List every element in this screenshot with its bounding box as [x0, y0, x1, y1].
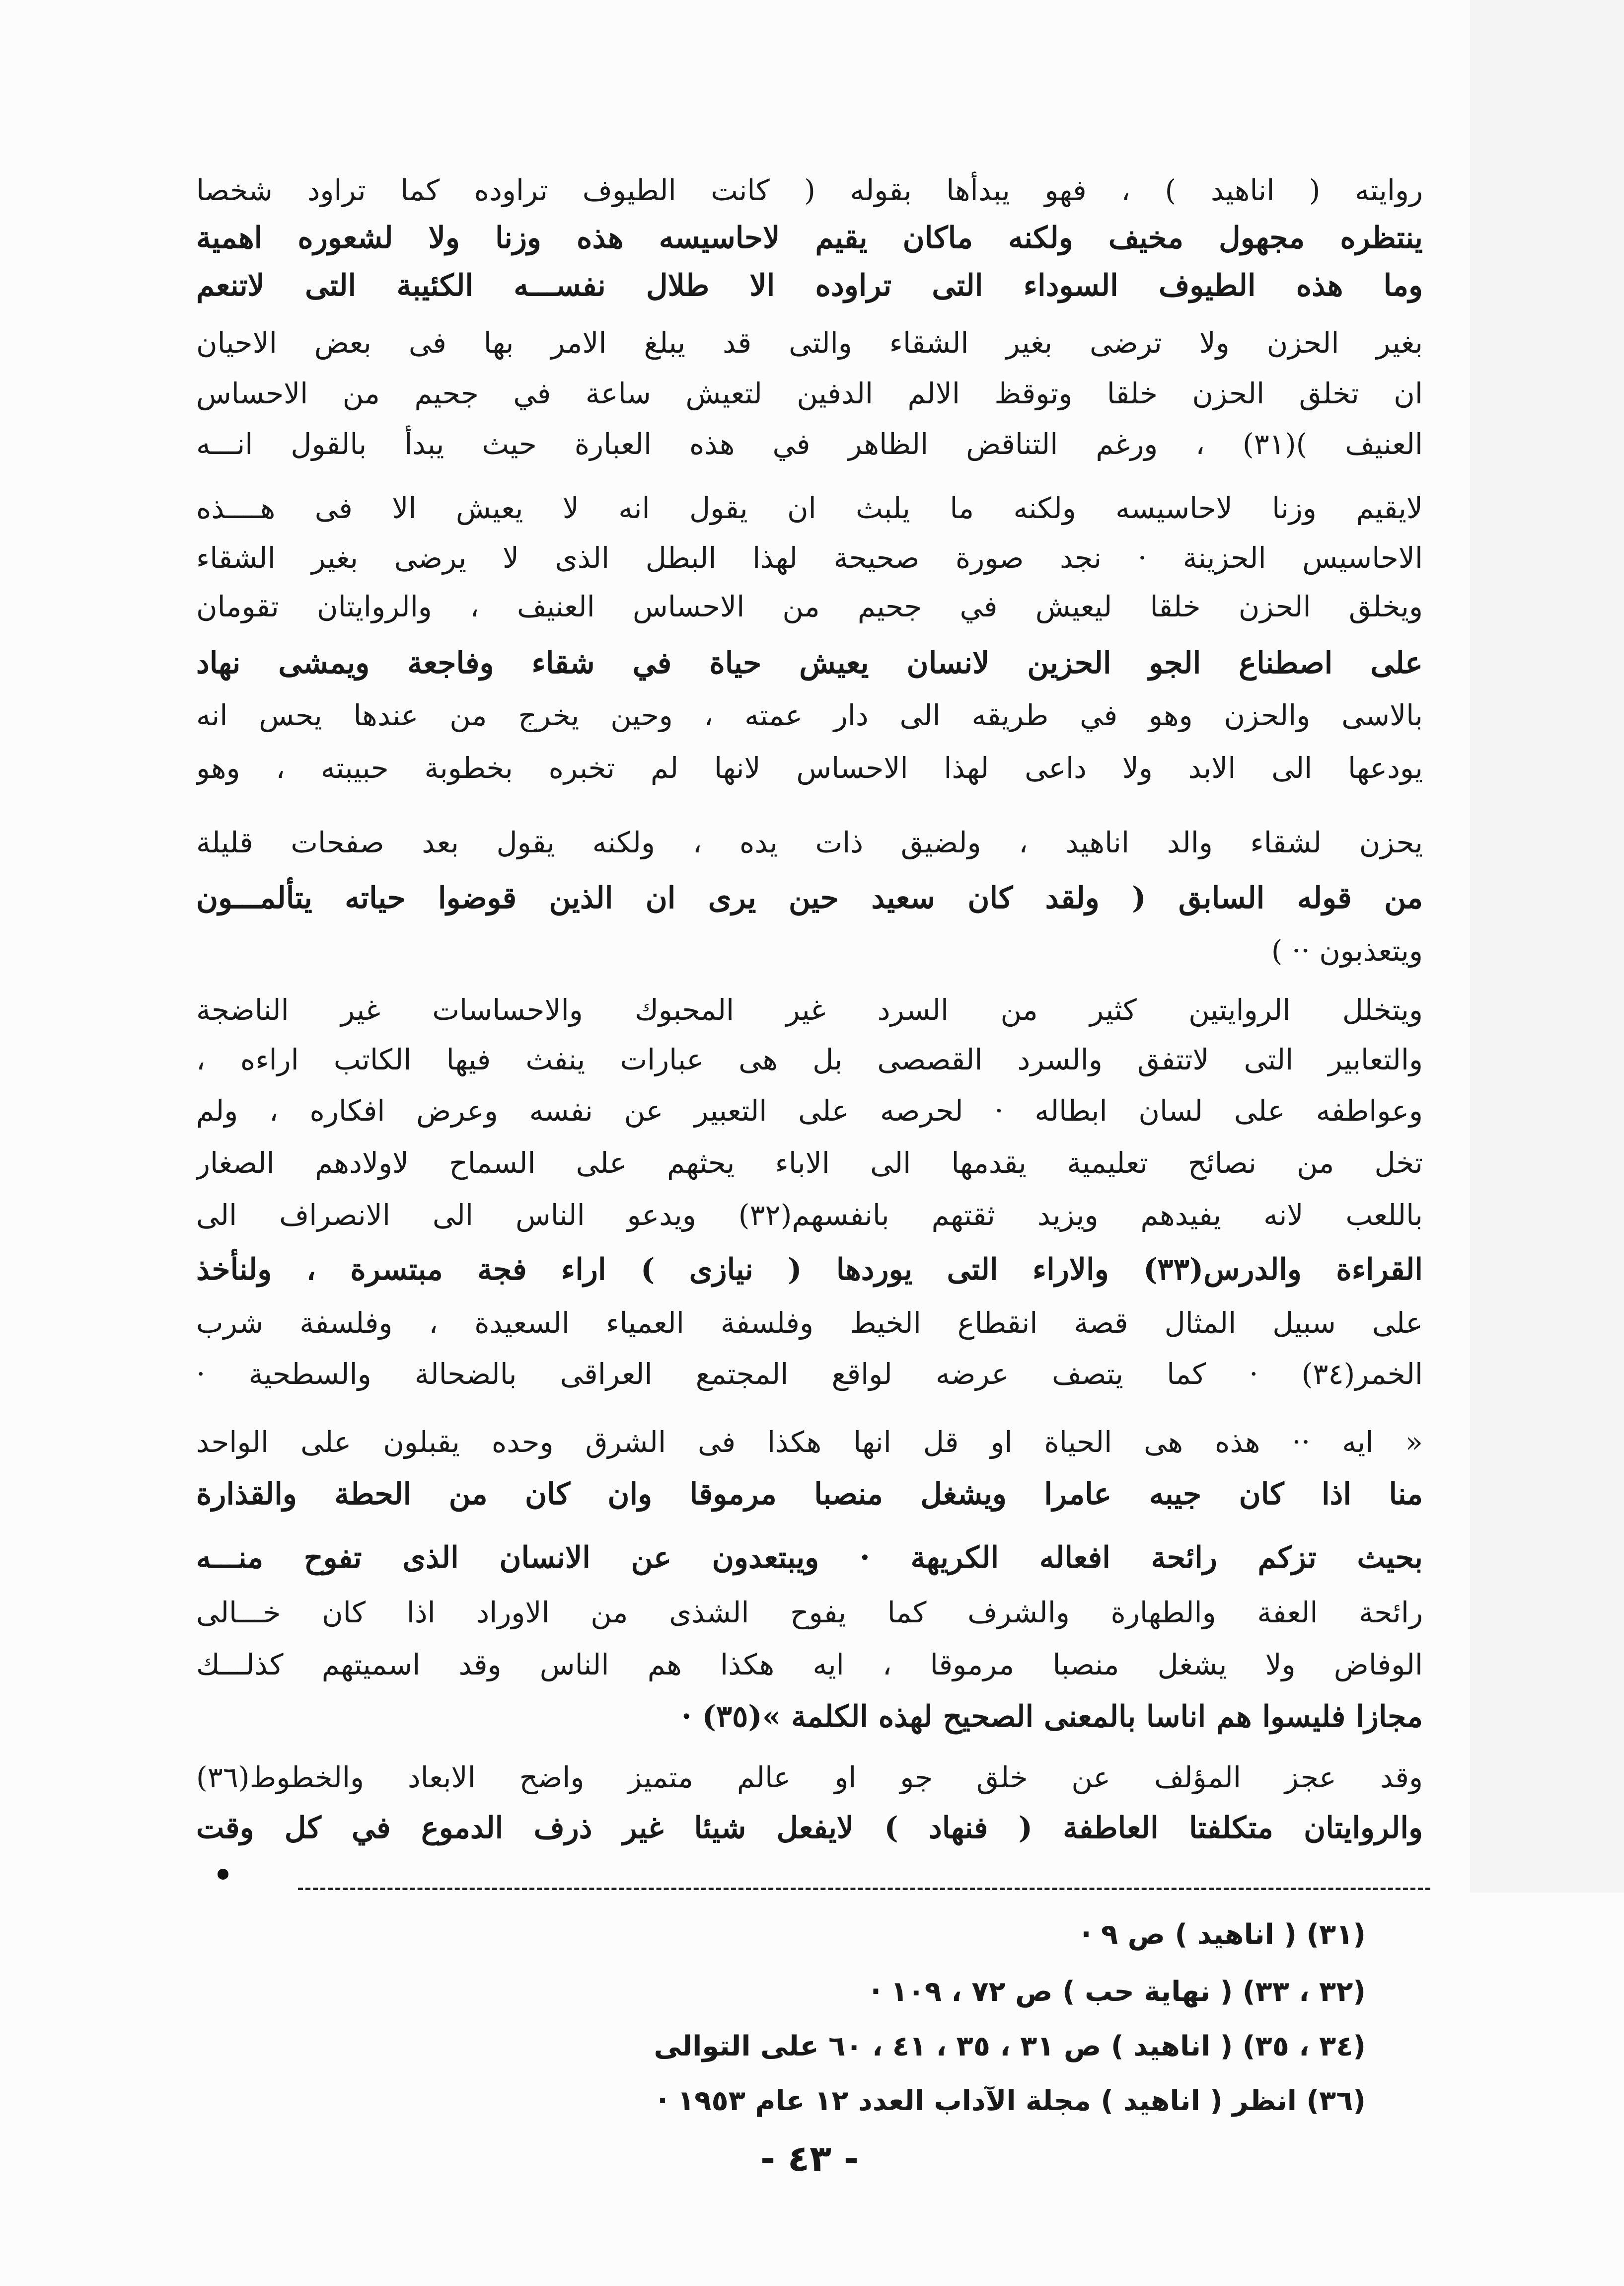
text-line: ينتظره مجهول مخيف ولكنه ماكان يقيم لاحاسيسه هذه وزنا ولا لشعوره اهمية: [196, 221, 1423, 255]
footnote-34-35: (٣٤ ، ٣٥) ( اناهيد ) ص ٣١ ، ٣٥ ، ٤١ ، ٦٠ على التوالى: [654, 2030, 1366, 2062]
text-line: ويتعذبون ·· ): [1271, 934, 1423, 968]
text-line: بغير الحزن ولا ترضى بغير الشقاء والتى قد يبلغ الامر بها فى بعض الاحيان: [196, 326, 1423, 360]
ink-dot: [218, 1869, 228, 1880]
text-line: مجازا فليسوا هم اناسا بالمعنى الصحيح لهذه الكلمة »(٣٥) ·: [681, 1699, 1423, 1734]
footnotes: [596, 0, 1366, 2186]
text-line: القراءة والدرس(٣٣) والاراء التى يوردها ( نيازى ) اراء فجة مبتسرة ، ولنأخذ: [196, 1252, 1423, 1287]
text-line: روايته ( اناهيد ) ، فهو يبدأها بقوله ( كانت الطيوف تراوده كما تراود شخصا: [196, 173, 1423, 207]
text-line: يحزن لشقاء والد اناهيد ، ولضيق ذات يده ، ولكنه يقول بعد صفحات قليلة: [196, 826, 1423, 859]
text-line: بالاسى والحزن وهو في طريقه الى دار عمته ، وحين يخرج من عندها يحس انه: [196, 698, 1423, 732]
text-line: الاحاسيس الحزينة · نجد صورة صحيحة لهذا البطل الذى لا يرضى بغير الشقاء: [196, 541, 1423, 575]
text-line: من قوله السابق ( ولقد كان سعيد حين يرى ان الذين قوضوا حياته يتألمـــون: [196, 881, 1423, 915]
text-line: ويخلق الحزن خلقا ليعيش في جحيم من الاحساس العنيف ، والروايتان تقومان: [196, 590, 1423, 623]
text-line: على اصطناع الجو الحزين لانسان يعيش حياة في شقاء وفاجعة ويمشى نهاد: [196, 646, 1423, 681]
text-line: تخل من نصائح تعليمية يقدمها الى الاباء يحثهم على السماح لاولادهم الصغار: [196, 1146, 1423, 1180]
text-line: والتعابير التى لاتتفق والسرد القصصى بل هى عبارات ينفث فيها الكاتب اراءه ،: [196, 1043, 1423, 1076]
page-edge-shade: [1470, 0, 1624, 1893]
page-number: - ٤٣ -: [760, 2137, 859, 2179]
text-line: والروايتان متكلفتا العاطفة ( فنهاد ) لايفعل شيئا غير ذرف الدموع في كل وقت: [196, 1811, 1423, 1845]
text-line: « ايه ·· هذه هى الحياة او قل انها هكذا فى الشرق وحده يقبلون على الواحد: [196, 1425, 1423, 1459]
footnote-31: (٣١) ( اناهيد ) ص ٩ ·: [1081, 1918, 1366, 1951]
text-line: الوفاض ولا يشغل منصبا مرموقا ، ايه هكذا هم الناس وقد اسميتهم كذلـــك: [196, 1648, 1423, 1681]
text-line: باللعب لانه يفيدهم ويزيد ثقتهم بانفسهم(٣٢) ويدعو الناس الى الانصراف الى: [196, 1198, 1423, 1232]
text-line: وما هذه الطيوف السوداء التى تراوده الا طلال نفســـه الكئيبة التى لاتنعم: [196, 268, 1423, 303]
text-line: الخمر(٣٤) · كما يتصف عرضه لواقع المجتمع العراقى بالضحالة والسطحية ·: [196, 1357, 1423, 1391]
text-line: لايقيم وزنا لاحاسيسه ولكنه ما يلبث ان يقول انه لا يعيش الا فى هــــذه: [196, 491, 1423, 525]
text-line: منا اذا كان جيبه عامرا ويشغل منصبا مرموقا وان كان من الحطة والقذارة: [196, 1477, 1423, 1512]
text-line: وعواطفه على لسان ابطاله · لحرصه على التعبير عن نفسه وعرض افكاره ، ولم: [196, 1094, 1423, 1128]
text-line: بحيث تزكم رائحة افعاله الكريهة · ويبتعدون عن الانسان الذى تفوح منـــه: [196, 1540, 1423, 1575]
text-line: على سبيل المثال قصة انقطاع الخيط وفلسفة العمياء السعيدة ، وفلسفة شرب: [196, 1306, 1423, 1340]
footnote-32-33: (٣٢ ، ٣٣) ( نهاية حب ) ص ٧٢ ، ١٠٩ ·: [870, 1976, 1366, 2008]
text-line: ان تخلق الحزن خلقا وتوقظ الالم الدفين لتعيش ساعة في جحيم من الاحساس: [196, 377, 1423, 410]
text-line: رائحة العفة والطهارة والشرف كما يفوح الشذى من الاوراد اذا كان خـــالى: [196, 1596, 1423, 1629]
text-line: يودعها الى الابد ولا داعى لهذا الاحساس لانها لم تخبره بخطوبة حبيبته ، وهو: [196, 751, 1423, 785]
text-line: العنيف )(٣١) ، ورغم التناقض الظاهر في هذه العبارة حيث يبدأ بالقول انـــه: [196, 427, 1423, 461]
footnote-36: (٣٦) انظر ( اناهيد ) مجلة الآداب العدد ١٢ عام ١٩٥٣ ·: [657, 2085, 1366, 2117]
text-line: وقد عجز المؤلف عن خلق جو او عالم متميز واضح الابعاد والخطوط(٣٦): [196, 1760, 1423, 1794]
text-line: ويتخلل الروايتين كثير من السرد غير المحبوك والاحساسات غير الناضجة: [196, 993, 1423, 1027]
